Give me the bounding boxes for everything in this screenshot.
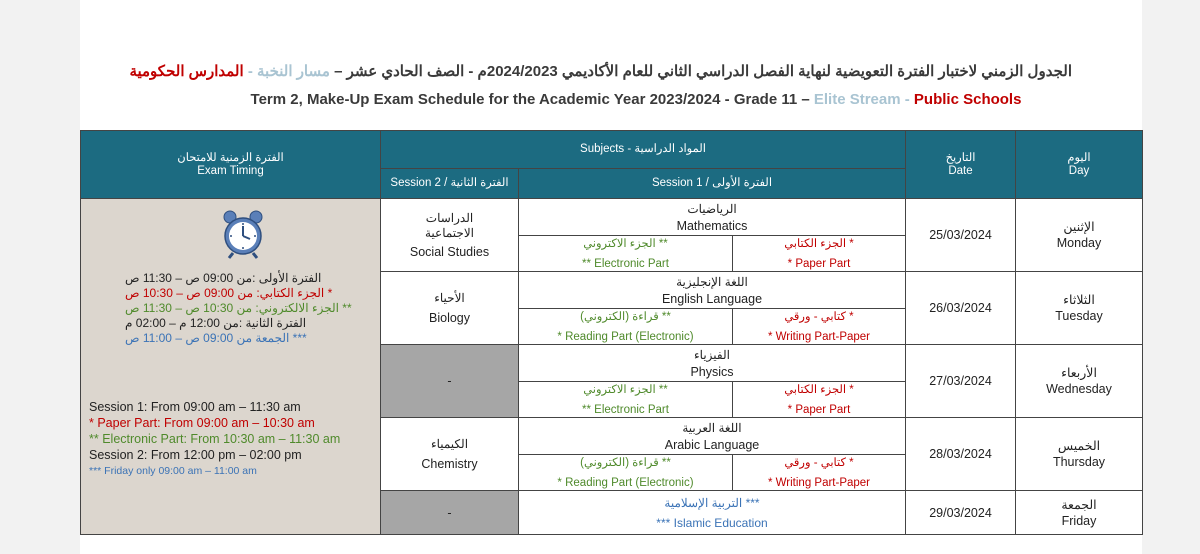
date-cell: [906, 199, 1016, 272]
session2-subject-ar: الدراسات الاجتماعية: [424, 211, 475, 240]
title-ar-main: الجدول الزمني لاختبار الفترة التعويضية لنهاية الفصل الدراسي الثاني للعام الأكاديمي 2024/2023م - الصف الحادي عشر –: [334, 63, 1072, 80]
timing-en-line: Session 1: From 09:00 am – 11:30 am: [89, 400, 301, 414]
session1-writing-cell: [733, 309, 906, 345]
session2-cell: [381, 418, 519, 491]
day-en: Thursday: [1052, 455, 1106, 469]
subject-ar: *** التربية الإسلامية: [664, 495, 760, 510]
header-date-ar: التاريخ: [945, 151, 976, 164]
part-en: * Reading Part (Electronic): [557, 330, 694, 343]
session1-subject-cell: [519, 345, 906, 382]
session1-subject-cell: [519, 272, 906, 309]
session1-electronic-cell: [519, 382, 733, 418]
date-value: 26/03/2024: [929, 301, 992, 315]
day-en: Tuesday: [1055, 309, 1103, 323]
document-page: [80, 0, 1142, 554]
header-exam-timing: [81, 131, 381, 199]
part-en: * Writing Part-Paper: [767, 330, 871, 343]
header-day-ar: اليوم: [1067, 151, 1091, 164]
part-en: * Reading Part (Electronic): [557, 476, 694, 489]
date-cell: [906, 491, 1016, 535]
subject-ar: الرياضيات: [687, 201, 737, 216]
timing-ar-line: الفترة الأولى :من 09:00 ص – 11:30 ص: [125, 271, 322, 285]
day-en: Monday: [1056, 236, 1102, 250]
date-value: 27/03/2024: [929, 374, 992, 388]
header-timing-en: Exam Timing: [197, 164, 264, 177]
session2-cell: [381, 199, 519, 272]
title-ar-public: المدارس الحكومية: [129, 63, 244, 80]
title-english: [80, 91, 1142, 108]
header-date: [906, 131, 1016, 199]
exam-schedule-table: [80, 130, 1143, 535]
timing-en-line: *** Friday only 09:00 am – 11:00 am: [89, 465, 257, 477]
title-ar-elite: مسار النخبة -: [247, 63, 330, 80]
session2-cell-empty: [381, 491, 519, 535]
subject-en: Physics: [690, 364, 734, 379]
header-session2: [381, 169, 519, 199]
header-day-en: Day: [1068, 164, 1090, 177]
part-en: ** Electronic Part: [582, 403, 669, 416]
empty-dash: -: [447, 374, 452, 388]
session2-cell-empty: [381, 345, 519, 418]
day-cell: [1016, 345, 1143, 418]
session1-reading-cell: [519, 309, 733, 345]
session1-subject-cell: [519, 418, 906, 455]
part-en: * Paper Part: [787, 403, 851, 416]
title-en-public: Public Schools: [913, 91, 1022, 108]
day-en: Friday: [1061, 513, 1097, 528]
header-session2-label: Session 2 / الفترة الثانية: [390, 177, 509, 189]
subject-ar: اللغة العربية: [682, 420, 742, 435]
day-en: Wednesday: [1046, 382, 1112, 396]
session2-subject-ar: الأحياء: [434, 291, 465, 305]
session1-reading-cell: [519, 455, 733, 491]
date-value: 29/03/2024: [929, 505, 992, 520]
date-cell: [906, 272, 1016, 345]
day-cell: [1016, 272, 1143, 345]
subject-ar: الفيزياء: [694, 347, 730, 362]
session1-subject-cell: [519, 491, 906, 535]
date-value: 25/03/2024: [929, 228, 992, 242]
day-ar: الجمعة: [1061, 497, 1097, 512]
header-day: [1016, 131, 1143, 199]
timing-ar-line: الفترة الثانية :من 12:00 م – 02:00 م: [125, 316, 307, 330]
subject-ar: اللغة الإنجليزية: [676, 274, 748, 289]
session2-subject-en: Social Studies: [409, 245, 490, 259]
subject-en: *** Islamic Education: [656, 515, 768, 530]
part-ar: * الجزء الكتابي: [784, 237, 854, 250]
date-cell: [906, 345, 1016, 418]
timing-en-line: Session 2: From 12:00 pm – 02:00 pm: [89, 448, 302, 462]
session1-paper-cell: [733, 236, 906, 272]
timing-en-line: ** Electronic Part: From 10:30 am – 11:30 am: [89, 432, 341, 446]
part-en: * Paper Part: [787, 257, 851, 270]
day-cell: [1016, 418, 1143, 491]
date-cell: [906, 418, 1016, 491]
session1-electronic-cell: [519, 236, 733, 272]
part-ar: * كتابي - ورقي: [784, 310, 854, 323]
session2-subject-en: Biology: [429, 311, 470, 325]
timing-ar-line: ** الجزء الالكتروني: من 10:30 ص – 11:30 ص: [125, 301, 352, 315]
session2-subject-en: Chemistry: [421, 457, 478, 471]
day-cell: [1016, 491, 1143, 535]
empty-dash: -: [447, 505, 452, 520]
subject-en: English Language: [661, 291, 763, 306]
header-subjects: [381, 131, 906, 169]
part-ar: * كتابي - ورقي: [784, 456, 854, 469]
header-subjects-label: Subjects - المواد الدراسية: [580, 143, 706, 155]
part-ar: ** الجزء الاكتروني: [583, 383, 668, 396]
timing-arabic-block: [125, 271, 352, 346]
subject-en: Arabic Language: [664, 437, 760, 452]
date-value: 28/03/2024: [929, 447, 992, 461]
day-ar: الأربعاء: [1061, 366, 1097, 380]
timing-en-line: * Paper Part: From 09:00 am – 10:30 am: [89, 416, 315, 430]
day-cell: [1016, 199, 1143, 272]
timing-english-block: [89, 399, 340, 479]
title-arabic: [129, 62, 1072, 80]
exam-timing-cell: [81, 199, 381, 535]
part-ar: ** الجزء الاكتروني: [583, 237, 668, 250]
part-ar: ** قراءة (الكتروني): [580, 456, 671, 469]
alarm-clock-icon: [221, 209, 265, 259]
header-session1-label: Session 1 / الفترة الأولى: [651, 177, 773, 189]
part-ar: * الجزء الكتابي: [784, 383, 854, 396]
part-ar: ** قراءة (الكتروني): [580, 310, 671, 323]
header-session1: [519, 169, 906, 199]
session2-cell: [381, 272, 519, 345]
day-ar: الإثنين: [1063, 220, 1095, 234]
timing-ar-line: *** الجمعة من 09:00 ص – 11:00 ص: [125, 331, 307, 345]
session1-subject-cell: [519, 199, 906, 236]
session1-writing-cell: [733, 455, 906, 491]
title-en-main: Term 2, Make-Up Exam Schedule for the Academic Year 2023/2024 - Grade 11 –: [250, 91, 810, 108]
day-ar: الثلاثاء: [1063, 293, 1095, 307]
title-en-elite: Elite Stream -: [813, 91, 910, 108]
day-ar: الخميس: [1057, 439, 1101, 453]
session1-paper-cell: [733, 382, 906, 418]
timing-ar-line: * الجزء الكتابي: من 09:00 ص – 10:30 ص: [125, 286, 333, 300]
header-timing-ar: الفترة الزمنية للامتحان: [177, 151, 284, 164]
subject-en: Mathematics: [676, 218, 748, 233]
part-en: ** Electronic Part: [582, 257, 669, 270]
header-date-en: Date: [948, 164, 973, 177]
part-en: * Writing Part-Paper: [767, 476, 871, 489]
session2-subject-ar: الكيمياء: [430, 437, 469, 451]
